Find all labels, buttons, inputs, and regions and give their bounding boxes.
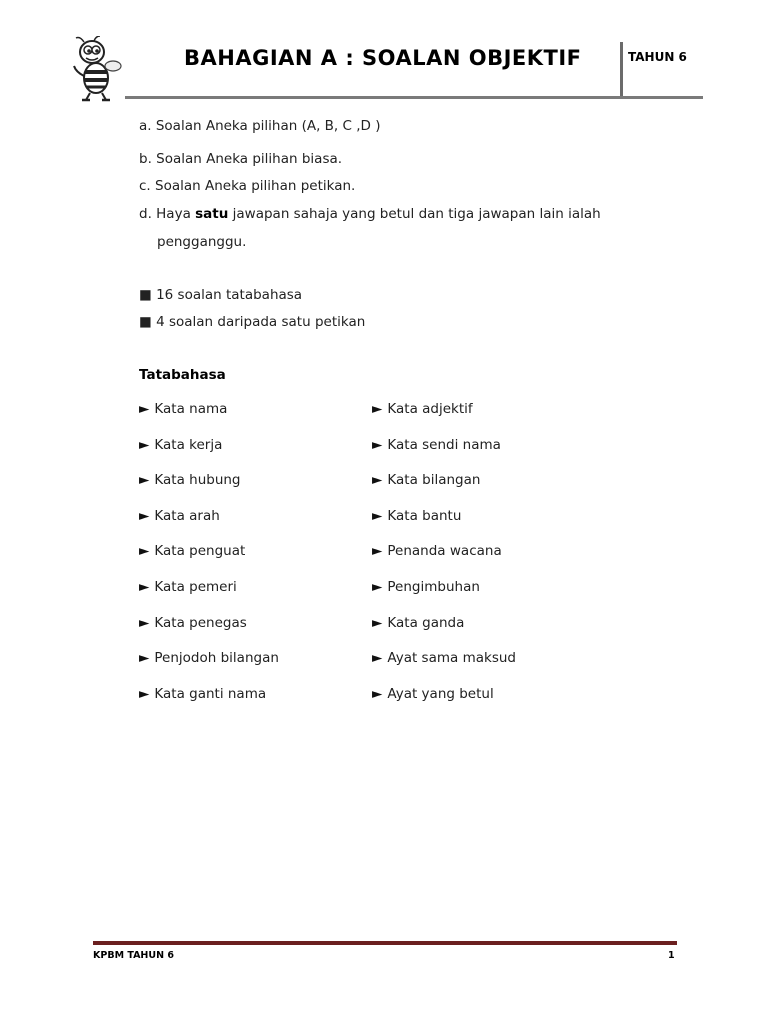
instruction-d-continuation: pengganggu. [157,234,247,250]
topic-item [139,579,237,595]
topic-row [139,472,599,508]
page-number: 1 [668,950,675,961]
header-horizontal-divider [125,96,703,99]
topic-row [139,508,599,544]
topic-row [139,437,599,473]
topic-row [139,686,599,722]
header-vertical-divider [620,42,623,98]
topic-item [372,401,473,417]
topic-label: Penjodoh bilangan [154,650,279,667]
arrow-bullet-icon: ► [139,650,150,667]
topic-row [139,579,599,615]
topic-item [139,543,245,559]
topic-item [372,472,480,488]
arrow-bullet-icon: ► [372,650,383,667]
footer-label: KPBM TAHUN 6 [93,950,174,961]
topic-row [139,615,599,651]
topic-item [372,543,502,559]
topic-row [139,650,599,686]
page-title: BAHAGIAN A : SOALAN OBJEKTIF [184,46,582,70]
topic-label: Kata hubung [154,472,241,489]
instruction-a: a. Soalan Aneka pilihan (A, B, C ,D ) [139,118,381,134]
arrow-bullet-icon: ► [372,401,383,417]
arrow-bullet-icon: ► [139,436,150,453]
count-tatabahasa [139,287,302,303]
topic-label: Pengimbuhan [387,578,480,595]
grade-badge: TAHUN 6 [628,50,687,64]
topic-item [139,401,227,417]
topic-row [139,401,599,437]
arrow-bullet-icon: ► [372,614,383,631]
topic-label: Kata ganda [387,614,465,631]
arrow-bullet-icon: ► [372,507,383,524]
topic-label: Kata sendi nama [387,436,501,453]
arrow-bullet-icon: ► [139,578,150,595]
topic-item [139,508,220,524]
square-bullet-icon: ■ [139,314,152,330]
arrow-bullet-icon: ► [372,543,383,560]
section-title: Tatabahasa [139,367,226,383]
arrow-bullet-icon: ► [139,472,150,489]
topic-item [139,437,222,453]
topic-item [372,508,461,524]
count-petikan-text: 4 soalan daripada satu petikan [156,314,366,330]
topic-label: Kata adjektif [387,401,473,417]
arrow-bullet-icon: ► [139,401,150,417]
count-petikan [139,314,365,330]
instruction-b: b. Soalan Aneka pilihan biasa. [139,151,343,167]
instruction-c: c. Soalan Aneka pilihan petikan. [139,178,356,194]
topic-label: Ayat sama maksud [387,650,516,667]
square-bullet-icon: ■ [139,287,152,303]
bee-mascot-icon [70,36,126,102]
topic-item [139,650,279,666]
topic-item [372,650,516,666]
arrow-bullet-icon: ► [139,507,150,524]
topic-item [139,615,247,631]
topic-item [372,437,501,453]
instruction-d-emphasis: satu [195,206,229,222]
topic-label: Kata arah [154,507,220,524]
footer-divider [93,941,677,945]
topic-label: Kata penegas [154,614,247,631]
topic-item [139,472,241,488]
arrow-bullet-icon: ► [372,578,383,595]
instruction-d-rest: jawapan sahaja yang betul dan tiga jawapan lain ialah [228,206,601,222]
arrow-bullet-icon: ► [139,614,150,631]
topic-list [139,401,599,721]
topic-label: Penanda wacana [387,543,502,560]
instruction-d [139,206,601,222]
topic-item [372,686,494,702]
topic-label: Kata kerja [154,436,223,453]
arrow-bullet-icon: ► [139,543,150,560]
topic-row [139,543,599,579]
topic-label: Kata nama [154,401,228,417]
topic-label: Ayat yang betul [387,685,494,702]
instruction-d-prefix: d. Haya [139,206,196,222]
topic-label: Kata pemeri [154,578,237,595]
arrow-bullet-icon: ► [372,685,383,702]
topic-label: Kata bilangan [387,472,481,489]
arrow-bullet-icon: ► [139,685,150,702]
topic-label: Kata bantu [387,507,462,524]
arrow-bullet-icon: ► [372,436,383,453]
topic-item [139,686,266,702]
topic-item [372,615,464,631]
topic-item [372,579,480,595]
topic-label: Kata ganti nama [154,685,267,702]
count-tatabahasa-text: 16 soalan tatabahasa [156,287,303,303]
arrow-bullet-icon: ► [372,472,383,489]
topic-label: Kata penguat [154,543,246,560]
